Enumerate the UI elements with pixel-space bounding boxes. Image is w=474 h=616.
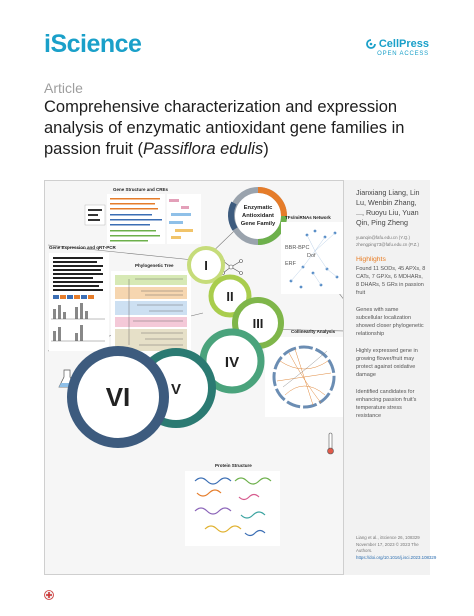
section-protein-label: Protein Structure (215, 463, 252, 468)
highlight-2: Genes with same subcellular localization showed closer phylogenetic relationship (356, 307, 424, 337)
doi-link[interactable]: https://doi.org/10.1016/j.isci.2023.108329 (356, 554, 437, 560)
cellpress-icon (366, 39, 376, 49)
highlight-3: Highly expressed gene in growing flower/fruit may protect against oxidative damage (356, 348, 418, 378)
highlight-4: Identified candidates for enhancing passion fruit's temperature stress resistance (356, 389, 417, 419)
collinearity-block (265, 329, 343, 417)
citation-text: Liang et al., iScience 26, 108329 November 17, 2023 © 2023 The Authors. (356, 535, 420, 553)
highlights-title: Highlights (356, 256, 386, 263)
title-end: ) (263, 140, 269, 158)
email-2[interactable]: zhengping73@fafu.edu.cn (P.Z.) (356, 242, 419, 247)
center-title-1: Enzymatic (243, 205, 273, 211)
citation-block (356, 535, 437, 561)
expression-block (49, 245, 117, 351)
article-type: Article (44, 80, 83, 96)
ring-VI-label: VI (105, 382, 131, 412)
graphical-abstract (44, 180, 344, 575)
highlight-1: Found 11 SODs, 45 APXs, 8 CATs, 7 GPXs, 6 MDHARs, 8 DHARs, 5 GRs in passion fruit (356, 266, 426, 296)
section-expression-label: Gene Expression and qRT-PCR (49, 245, 116, 250)
tf-label-erf: ERF (285, 261, 296, 267)
title-species: Passiflora edulis (143, 140, 264, 158)
summary-sidebar (344, 180, 437, 575)
tf-label-bbr: BBR-BPC (285, 245, 310, 251)
title-main: Comprehensive characterization and expression analysis of enzymatic antioxidant gene families in passion fruit ( (44, 98, 405, 158)
section-tf-label: TFs/miRNAs Network (285, 215, 331, 220)
ring-I (189, 248, 223, 282)
phylo-block (111, 263, 191, 356)
email-1[interactable]: yuanqin@fafu.edu.cn (Y.Q.) (356, 235, 410, 240)
protein-block (185, 463, 280, 546)
section-structure-label: Gene Structure and CREs (113, 187, 169, 192)
ring-III-label: III (252, 316, 264, 331)
crossmark-icon[interactable] (44, 590, 54, 602)
ring-IV-label: IV (224, 354, 240, 371)
thermometer-icon (328, 433, 334, 454)
section-phylo-label: Phylogenetic Tree (135, 263, 174, 268)
article-title (44, 97, 444, 160)
publisher-name: CellPress (378, 38, 429, 50)
gene-structure-block (85, 187, 201, 244)
central-gene-family-ring (231, 190, 284, 242)
correspondence (356, 234, 426, 248)
center-title-2: Antioxidant (242, 213, 274, 219)
tf-label-dof: Dof (307, 253, 316, 259)
ring-II-label: II (226, 289, 234, 304)
ring-V-label: V (170, 381, 182, 398)
section-collinearity-label: Collinearity Analysis (291, 329, 336, 334)
publisher-logo (366, 38, 429, 57)
open-access-label: OPEN ACCESS (377, 51, 429, 57)
ring-I-label: I (204, 258, 208, 273)
ring-VI (72, 351, 164, 443)
tf-network-block (281, 215, 343, 294)
journal-logo: iScience (44, 30, 142, 58)
center-title-3: Gene Family (240, 221, 276, 227)
author-list: Jianxiang Liang, Lin Lu, Wenbin Zhang, ..., Ruoyu Liu, Yuan Qin, Ping Zheng (356, 188, 420, 227)
graphical-abstract-art (45, 181, 344, 575)
